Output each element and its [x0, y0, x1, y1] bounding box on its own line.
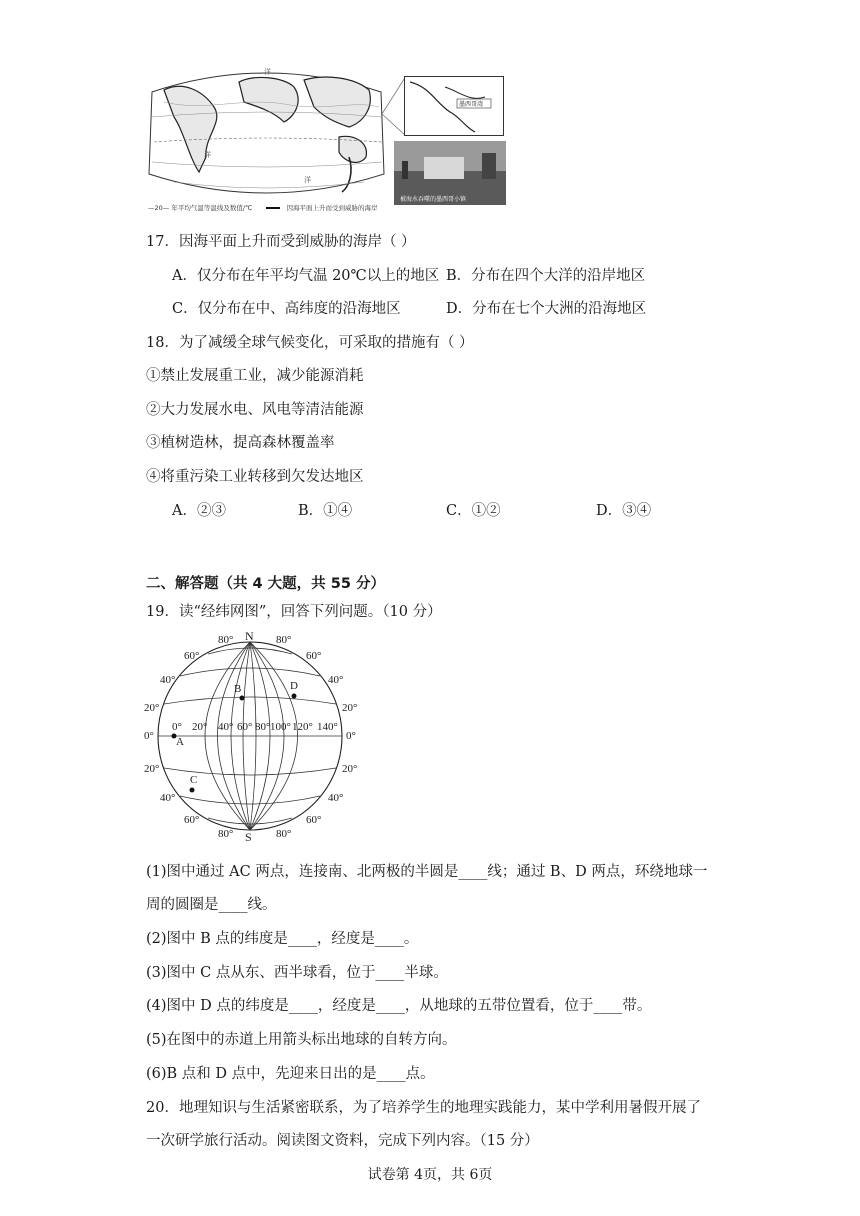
q20-line2: 一次研学旅行活动。阅读图文资料，完成下列内容。（15 分）	[146, 1133, 539, 1149]
point-d-label: D	[290, 680, 298, 692]
q19-sub1-line2: 周的圆圈是____线。	[146, 897, 277, 913]
point-b-label: B	[234, 683, 242, 695]
legend-coast-line-icon	[266, 207, 280, 209]
q17-stem: 17．因海平面上升而受到威胁的海岸（ ）	[146, 234, 416, 250]
section-heading: 二、解答题（共 4 大题，共 55 分）	[146, 576, 385, 592]
inset-label: 墨西哥湾	[459, 101, 484, 108]
q18-option-c[interactable]: C．①②	[446, 503, 501, 519]
inset-map-shape	[405, 77, 503, 135]
q18-stem: 18．为了减缓全球气候变化，可采取的措施有（ ）	[146, 335, 474, 351]
world-map-figure	[144, 62, 389, 204]
lat-label: 20°	[144, 702, 160, 714]
lat-label: 40°	[160, 674, 176, 686]
page-footer: 试卷第 4页，共 6页	[367, 1167, 493, 1183]
lat-label: 80°	[218, 634, 234, 646]
lon-label: 0°	[172, 721, 182, 733]
lat-label: 60°	[184, 650, 200, 662]
lat-label: 20°	[144, 763, 160, 775]
north-label: N	[245, 629, 254, 643]
lat-label: 80°	[276, 634, 292, 646]
lat-label: 40°	[328, 674, 344, 686]
q17-option-d[interactable]: D．分布在七个大洲的沿海地区	[446, 301, 647, 317]
legend-threatened-coast: 因海平面上升而受到威胁的海岸	[286, 204, 378, 212]
q18-item-1: ①禁止发展重工业，减少能源消耗	[146, 368, 364, 384]
lat-label: 60°	[184, 814, 200, 826]
lat-label: 40°	[328, 792, 344, 804]
map-ocean-label: 洋	[304, 176, 311, 184]
q19-sub5: (5)在图中的赤道上用箭头标出地球的自转方向。	[146, 1032, 457, 1048]
q17-option-a[interactable]: A．仅分布在年平均气温 20℃以上的地区	[172, 268, 440, 284]
q17-option-c[interactable]: C．仅分布在中、高纬度的沿海地区	[172, 301, 401, 317]
q19-sub1-line1: (1)图中通过 AC 两点，连接南、北两极的半圆是____线；通过 B、D 两点，环绕地球一	[146, 864, 708, 880]
q18-option-a[interactable]: A．②③	[172, 503, 226, 519]
point-a-label: A	[176, 736, 184, 748]
lat-label: 80°	[276, 828, 292, 840]
q18-option-b[interactable]: B．①④	[298, 503, 353, 519]
world-map	[144, 62, 389, 204]
graticule-labels	[140, 629, 362, 846]
lon-label: 80°	[255, 721, 271, 733]
map-legend	[148, 203, 377, 212]
photo-caption: 被海水吞噬的墨西哥小镇	[400, 196, 467, 203]
lat-label: 40°	[160, 792, 176, 804]
lon-label: 120°	[292, 721, 313, 733]
lat-label: 60°	[306, 650, 322, 662]
point-c-label: C	[190, 774, 198, 786]
lat-label: 80°	[218, 828, 234, 840]
legend-isotherm: —20— 年平均气温等温线及数值/℃	[148, 204, 253, 212]
q19-stem: 19．读“经纬网图”，回答下列问题。（10 分）	[146, 604, 442, 620]
q20-line1: 20．地理知识与生活紧密联系，为了培养学生的地理实践能力，某中学利用暑假开展了	[146, 1100, 701, 1116]
map-ocean-label: 洋	[204, 151, 211, 159]
q18-item-4: ④将重污染工业转移到欠发达地区	[146, 469, 364, 485]
lat-label: 20°	[342, 763, 358, 775]
equator-label-left: 0°	[144, 730, 154, 742]
lon-label: 40°	[218, 721, 234, 733]
q17-option-b[interactable]: B．分布在四个大洋的沿岸地区	[446, 268, 646, 284]
q19-sub4: (4)图中 D 点的纬度是____，经度是____，从地球的五带位置看，位于____带。	[146, 998, 652, 1014]
lat-label: 60°	[306, 814, 322, 826]
q19-sub6: (6)B 点和 D 点中，先迎来日出的是____点。	[146, 1066, 435, 1082]
south-label: S	[245, 830, 252, 844]
lon-label: 60°	[237, 721, 253, 733]
q19-sub2: (2)图中 B 点的纬度是____，经度是____。	[146, 931, 419, 947]
lon-label: 140°	[317, 721, 338, 733]
lon-label: 100°	[270, 721, 291, 733]
q18-option-d[interactable]: D．③④	[596, 503, 652, 519]
q18-item-2: ②大力发展水电、风电等清洁能源	[146, 402, 364, 418]
lat-label: 20°	[342, 702, 358, 714]
map-ocean-label: 洋	[264, 68, 271, 76]
q19-sub3: (3)图中 C 点从东、西半球看，位于____半球。	[146, 965, 448, 981]
equator-label-right: 0°	[346, 730, 356, 742]
q18-item-3: ③植树造林，提高森林覆盖率	[146, 435, 335, 451]
inset-map-mexico	[404, 76, 504, 136]
lon-label: 20°	[192, 721, 208, 733]
flooded-town-photo	[394, 141, 506, 205]
